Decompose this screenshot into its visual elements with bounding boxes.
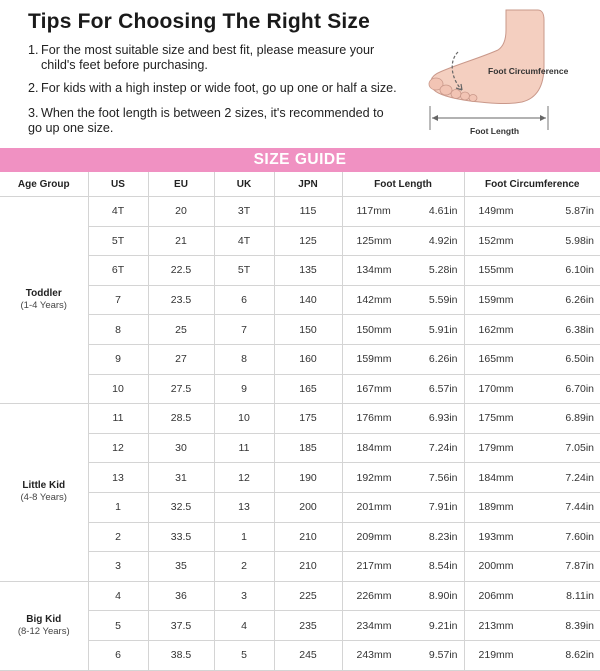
age-group-name: Toddler — [25, 288, 62, 300]
tip-text: For kids with a high instep or wide foot, go up one or half a size. — [41, 81, 397, 95]
cell-us: 9 — [88, 344, 148, 374]
cell-jpn: 190 — [274, 463, 342, 493]
cell-us: 7 — [88, 285, 148, 315]
cell-us: 10 — [88, 374, 148, 404]
cell-us: 1 — [88, 492, 148, 522]
cell-uk: 5 — [214, 640, 274, 670]
table-row — [0, 581, 600, 611]
table-row — [0, 492, 600, 522]
cell-jpn: 200 — [274, 492, 342, 522]
cell-circumference-mm: 179mm — [464, 433, 530, 463]
cell-circumference-in: 6.38in — [530, 315, 600, 345]
age-group-name: Little Kid — [22, 480, 66, 492]
header-age-group: Age Group — [0, 172, 88, 197]
cell-eu: 23.5 — [148, 285, 214, 315]
foot-measurement-diagram — [418, 6, 596, 142]
cell-length-in: 5.59in — [406, 285, 464, 315]
cell-us: 6 — [88, 640, 148, 670]
cell-us: 12 — [88, 433, 148, 463]
tip-number: 3. — [28, 106, 39, 120]
cell-uk: 1 — [214, 522, 274, 552]
cell-eu: 35 — [148, 552, 214, 582]
cell-length-mm: 150mm — [342, 315, 406, 345]
cell-circumference-mm: 206mm — [464, 581, 530, 611]
age-group-range: (1-4 Years) — [20, 300, 67, 312]
cell-eu: 25 — [148, 315, 214, 345]
header-foot-length: Foot Length — [342, 172, 464, 197]
cell-circumference-mm: 162mm — [464, 315, 530, 345]
cell-us: 4T — [88, 197, 148, 227]
cell-us: 13 — [88, 463, 148, 493]
table-row — [0, 433, 600, 463]
table-row — [0, 285, 600, 315]
cell-circumference-in: 8.39in — [530, 611, 600, 641]
cell-uk: 6 — [214, 285, 274, 315]
cell-length-mm: 226mm — [342, 581, 406, 611]
cell-length-mm: 167mm — [342, 374, 406, 404]
cell-length-mm: 117mm — [342, 197, 406, 227]
tip-number: 2. — [28, 81, 39, 95]
cell-length-mm: 134mm — [342, 256, 406, 286]
age-group-cell — [0, 581, 88, 670]
cell-eu: 22.5 — [148, 256, 214, 286]
cell-circumference-mm: 213mm — [464, 611, 530, 641]
cell-circumference-mm: 219mm — [464, 640, 530, 670]
table-row — [0, 552, 600, 582]
cell-length-in: 7.56in — [406, 463, 464, 493]
cell-circumference-in: 6.26in — [530, 285, 600, 315]
cell-uk: 5T — [214, 256, 274, 286]
cell-length-mm: 142mm — [342, 285, 406, 315]
tip-item — [28, 106, 408, 136]
foot-illustration-icon — [429, 10, 544, 104]
cell-circumference-mm: 159mm — [464, 285, 530, 315]
cell-uk: 4T — [214, 226, 274, 256]
cell-eu: 20 — [148, 197, 214, 227]
tips-section — [0, 0, 600, 148]
cell-circumference-mm: 165mm — [464, 344, 530, 374]
cell-eu: 21 — [148, 226, 214, 256]
age-group-range: (4-8 Years) — [20, 492, 67, 504]
cell-circumference-in: 6.89in — [530, 404, 600, 434]
cell-length-in: 6.26in — [406, 344, 464, 374]
tips-title: Tips For Choosing The Right Size — [28, 10, 371, 33]
cell-jpn: 185 — [274, 433, 342, 463]
cell-length-in: 7.91in — [406, 492, 464, 522]
foot-circumference-label: Foot Circumference — [488, 66, 569, 76]
cell-circumference-in: 7.44in — [530, 492, 600, 522]
table-row — [0, 374, 600, 404]
header-jpn: JPN — [274, 172, 342, 197]
cell-circumference-mm: 170mm — [464, 374, 530, 404]
cell-circumference-mm: 175mm — [464, 404, 530, 434]
cell-uk: 9 — [214, 374, 274, 404]
header-us: US — [88, 172, 148, 197]
cell-circumference-mm: 184mm — [464, 463, 530, 493]
header-foot-circumference: Foot Circumference — [464, 172, 600, 197]
cell-eu: 27 — [148, 344, 214, 374]
cell-jpn: 115 — [274, 197, 342, 227]
cell-jpn: 210 — [274, 552, 342, 582]
tip-text-continued: child's feet before purchasing. — [41, 58, 208, 72]
age-group-name: Big Kid — [26, 613, 62, 625]
cell-uk: 4 — [214, 611, 274, 641]
cell-uk: 8 — [214, 344, 274, 374]
cell-jpn: 235 — [274, 611, 342, 641]
cell-jpn: 125 — [274, 226, 342, 256]
table-row — [0, 256, 600, 286]
cell-circumference-mm: 155mm — [464, 256, 530, 286]
cell-us: 5 — [88, 611, 148, 641]
cell-circumference-in: 7.05in — [530, 433, 600, 463]
cell-length-in: 4.61in — [406, 197, 464, 227]
cell-circumference-mm: 152mm — [464, 226, 530, 256]
age-group-cell — [0, 197, 88, 404]
cell-jpn: 225 — [274, 581, 342, 611]
cell-us: 6T — [88, 256, 148, 286]
table-row — [0, 344, 600, 374]
tip-text-continued: go up one size. — [28, 121, 114, 135]
cell-eu: 30 — [148, 433, 214, 463]
cell-uk: 7 — [214, 315, 274, 345]
cell-uk: 11 — [214, 433, 274, 463]
cell-circumference-in: 8.11in — [530, 581, 600, 611]
cell-length-mm: 192mm — [342, 463, 406, 493]
tip-text: For the most suitable size and best fit, please measure your — [41, 43, 375, 57]
cell-length-mm: 125mm — [342, 226, 406, 256]
table-row — [0, 522, 600, 552]
size-guide-table — [0, 172, 600, 671]
cell-eu: 32.5 — [148, 492, 214, 522]
table-row — [0, 640, 600, 670]
cell-eu: 38.5 — [148, 640, 214, 670]
cell-length-in: 6.57in — [406, 374, 464, 404]
cell-us: 11 — [88, 404, 148, 434]
cell-circumference-mm: 193mm — [464, 522, 530, 552]
cell-length-in: 4.92in — [406, 226, 464, 256]
cell-uk: 10 — [214, 404, 274, 434]
cell-uk: 3 — [214, 581, 274, 611]
header-uk: UK — [214, 172, 274, 197]
cell-length-mm: 243mm — [342, 640, 406, 670]
cell-length-in: 6.93in — [406, 404, 464, 434]
table-row — [0, 611, 600, 641]
cell-length-mm: 184mm — [342, 433, 406, 463]
cell-length-in: 8.90in — [406, 581, 464, 611]
cell-jpn: 150 — [274, 315, 342, 345]
cell-circumference-in: 6.10in — [530, 256, 600, 286]
cell-jpn: 165 — [274, 374, 342, 404]
cell-circumference-in: 6.50in — [530, 344, 600, 374]
cell-length-mm: 209mm — [342, 522, 406, 552]
cell-circumference-in: 6.70in — [530, 374, 600, 404]
cell-jpn: 160 — [274, 344, 342, 374]
table-row — [0, 463, 600, 493]
cell-uk: 12 — [214, 463, 274, 493]
cell-length-mm: 217mm — [342, 552, 406, 582]
cell-eu: 36 — [148, 581, 214, 611]
cell-circumference-in: 7.24in — [530, 463, 600, 493]
cell-jpn: 245 — [274, 640, 342, 670]
cell-length-mm: 159mm — [342, 344, 406, 374]
header-eu: EU — [148, 172, 214, 197]
cell-length-in: 9.21in — [406, 611, 464, 641]
cell-us: 4 — [88, 581, 148, 611]
cell-eu: 37.5 — [148, 611, 214, 641]
cell-eu: 27.5 — [148, 374, 214, 404]
foot-length-label: Foot Length — [470, 126, 520, 136]
tip-item — [28, 43, 408, 73]
cell-eu: 28.5 — [148, 404, 214, 434]
cell-circumference-in: 7.60in — [530, 522, 600, 552]
age-group-range: (8-12 Years) — [17, 625, 70, 637]
tip-text: When the foot length is between 2 sizes, it's recommended to — [41, 106, 384, 120]
cell-circumference-mm: 149mm — [464, 197, 530, 227]
table-header-row — [0, 172, 600, 197]
tip-number: 1. — [28, 43, 39, 57]
cell-length-mm: 201mm — [342, 492, 406, 522]
tip-item — [28, 81, 408, 96]
size-guide-banner: SIZE GUIDE — [0, 148, 600, 172]
cell-length-in: 9.57in — [406, 640, 464, 670]
cell-circumference-in: 7.87in — [530, 552, 600, 582]
cell-jpn: 210 — [274, 522, 342, 552]
cell-circumference-in: 5.98in — [530, 226, 600, 256]
cell-length-in: 7.24in — [406, 433, 464, 463]
cell-us: 8 — [88, 315, 148, 345]
cell-length-in: 8.54in — [406, 552, 464, 582]
cell-length-mm: 234mm — [342, 611, 406, 641]
table-row — [0, 197, 600, 227]
table-row — [0, 226, 600, 256]
table-row — [0, 404, 600, 434]
cell-circumference-in: 8.62in — [530, 640, 600, 670]
cell-length-in: 8.23in — [406, 522, 464, 552]
cell-length-in: 5.28in — [406, 256, 464, 286]
cell-us: 2 — [88, 522, 148, 552]
cell-jpn: 135 — [274, 256, 342, 286]
age-group-cell — [0, 404, 88, 582]
cell-circumference-in: 5.87in — [530, 197, 600, 227]
cell-eu: 31 — [148, 463, 214, 493]
cell-length-in: 5.91in — [406, 315, 464, 345]
cell-eu: 33.5 — [148, 522, 214, 552]
cell-jpn: 175 — [274, 404, 342, 434]
cell-circumference-mm: 200mm — [464, 552, 530, 582]
cell-uk: 3T — [214, 197, 274, 227]
cell-us: 5T — [88, 226, 148, 256]
cell-uk: 13 — [214, 492, 274, 522]
cell-circumference-mm: 189mm — [464, 492, 530, 522]
cell-us: 3 — [88, 552, 148, 582]
cell-uk: 2 — [214, 552, 274, 582]
cell-length-mm: 176mm — [342, 404, 406, 434]
size-table-body — [0, 197, 600, 671]
cell-jpn: 140 — [274, 285, 342, 315]
table-row — [0, 315, 600, 345]
